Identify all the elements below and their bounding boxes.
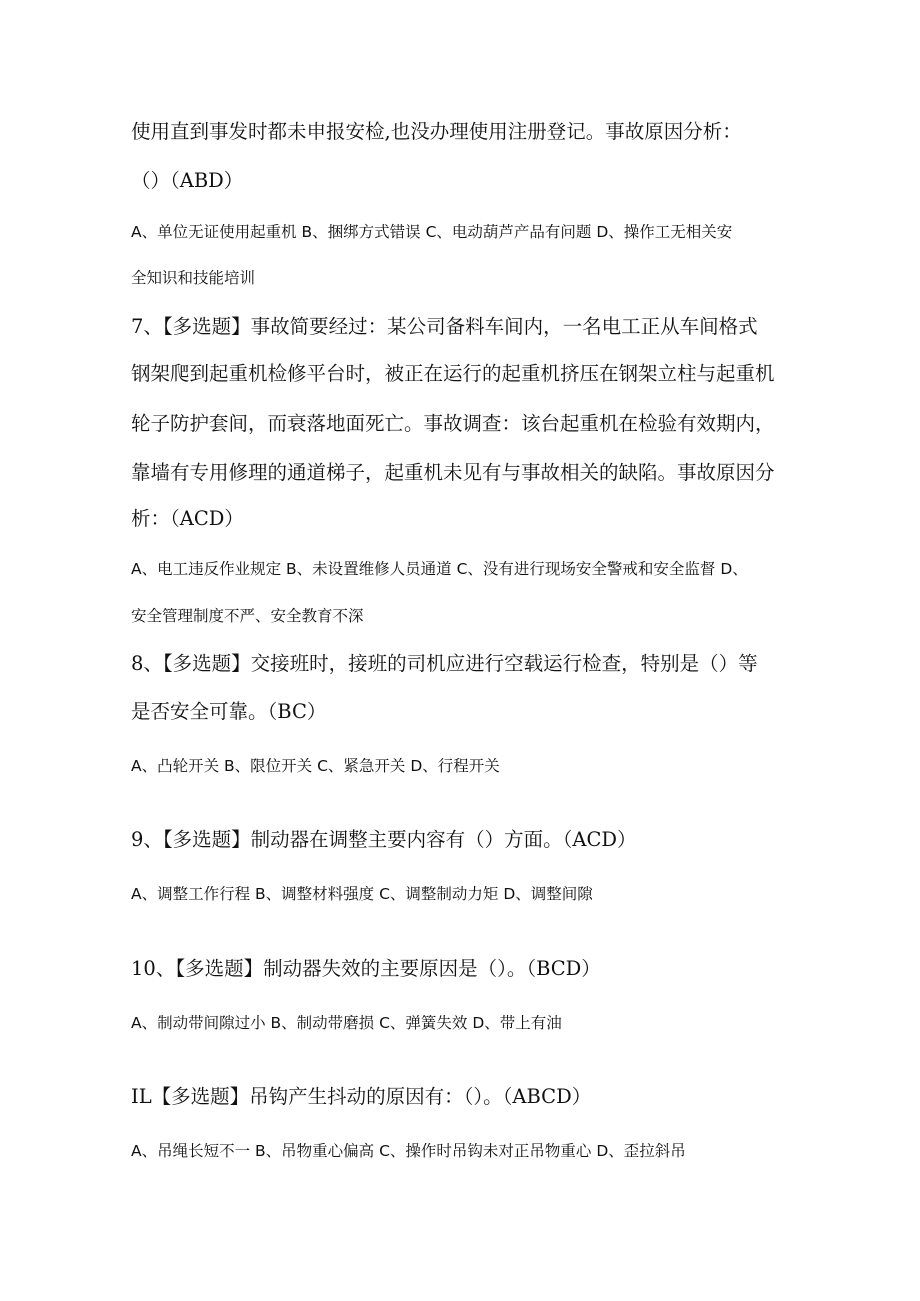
question-11-stem: IL【多选题】吊钩产生抖动的原因有：（）。（ABCD） [131,1085,592,1108]
question-7-stem-line-1: 7、【多选题】事故简要经过：某公司备料车间内，一名电工正从车间格式 [131,315,758,338]
question-7-stem-line-4: 靠墙有专用修理的通道梯子，起重机未见有与事故相关的缺陷。事故原因分 [131,461,775,484]
question-10-options: A、制动带间隙过小 B、制动带磨损 C、弹簧失效 D、带上有油 [131,1014,562,1032]
question-6-options-line-2: 全知识和技能培训 [131,269,256,287]
question-10-stem: 10、【多选题】制动器失效的主要原因是（）。（BCD） [131,957,601,980]
question-7-stem-line-2: 钢架爬到起重机检修平台时，被正在运行的起重机挤压在钢架立柱与起重机 [131,362,775,385]
question-7-stem-line-3: 轮子防护套间，而衰落地面死亡。事故调查：该台起重机在检验有效期内， [131,412,775,435]
question-7-options-line-2: 安全管理制度不严、安全教育不深 [131,607,364,625]
question-8-answer: 是否安全可靠。（BC） [131,700,327,723]
question-6-answer: （）（ABD） [131,169,244,192]
question-9-options: A、调整工作行程 B、调整材料强度 C、调整制动力矩 D、调整间隙 [131,885,593,903]
question-11-options: A、吊绳长短不一 B、吊物重心偏高 C、操作时吊钩未对正吊物重心 D、歪拉斜吊 [131,1142,686,1160]
question-6-stem-line-1: 使用直到事发时都未申报安检,也没办理使用注册登记。事故原因分析： [131,120,742,143]
question-7-answer: 析：（ACD） [131,507,244,530]
question-8-stem-line-1: 8、【多选题】交接班时，接班的司机应进行空载运行检查，特别是（）等 [131,652,758,675]
question-9-stem: 9、【多选题】制动器在调整主要内容有（）方面。（ACD） [131,828,637,851]
question-7-options-line-1: A、电工违反作业规定 B、未设置维修人员通道 C、没有进行现场安全警戒和安全监督 D、 [131,560,748,578]
question-8-options: A、凸轮开关 B、限位开关 C、紧急开关 D、行程开关 [131,757,500,775]
question-6-options-line-1: A、单位无证使用起重机 B、捆绑方式错误 C、电动葫芦产品有问题 D、操作工无相关安 [131,223,733,241]
